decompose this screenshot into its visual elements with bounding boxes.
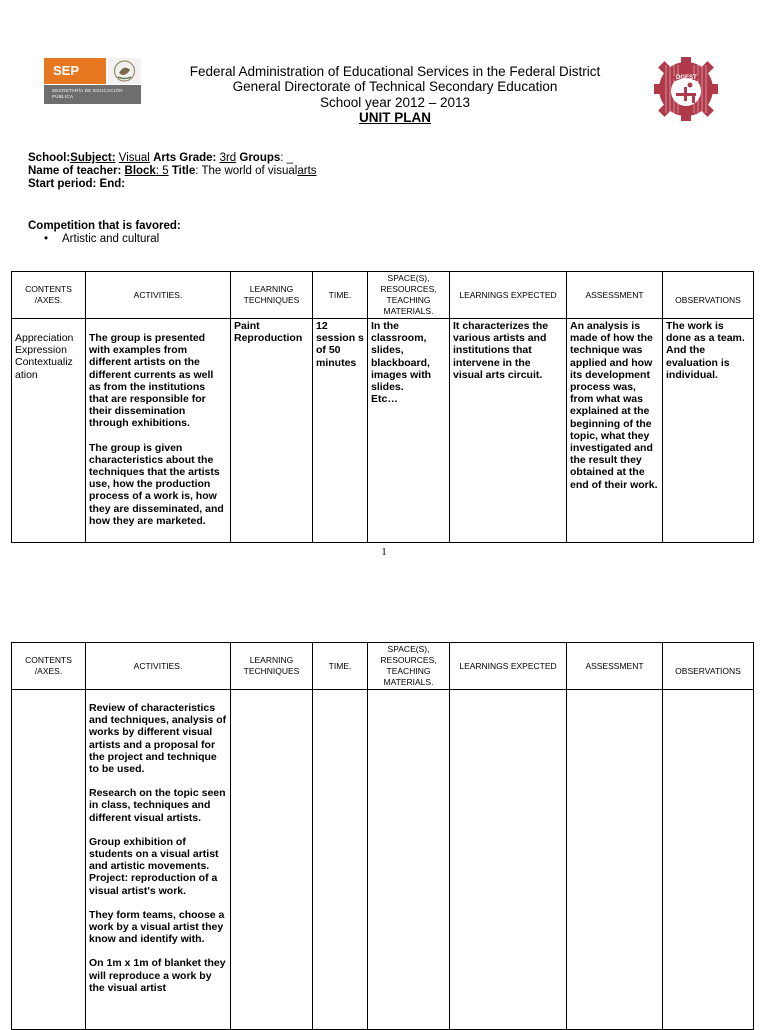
time-cell xyxy=(313,690,368,1030)
competition-item xyxy=(46,233,159,245)
header-expected: LEARNINGS EXPECTED xyxy=(450,272,567,319)
dgest-text: DGEST xyxy=(676,75,697,81)
page-title xyxy=(150,110,640,126)
observations-cell xyxy=(663,690,754,1030)
school-label: School: xyxy=(28,152,71,164)
assessment-cell xyxy=(567,690,663,1030)
header-assessment: ASSESSMENT xyxy=(567,643,663,690)
sep-logo xyxy=(44,58,141,104)
contents-item: Expression xyxy=(15,344,67,357)
title-label: Title xyxy=(171,165,196,177)
header-assessment: ASSESSMENT xyxy=(567,272,663,319)
arts-grade-label: Arts Grade: xyxy=(153,152,217,164)
info-line-2 xyxy=(28,165,317,178)
header-techniques: LEARNING TECHNIQUES xyxy=(231,272,313,319)
groups-label: Groups xyxy=(239,152,281,164)
assessment-cell: An analysis is made of how the technique was applied and how its development process was, from what was explained at the beginning of the topic, what they investigated and the result they obtained at the end of their work. xyxy=(567,319,663,543)
activity-paragraph: The group is presented with examples from different artists on the different currents as well as from the institutions that are responsible for their dissemination through exhibitions. xyxy=(89,332,214,430)
contents-cell xyxy=(12,319,86,543)
groups-value: : _ xyxy=(280,152,294,164)
activity-paragraph: They form teams, choose a work by a visual artist they know and identify with. xyxy=(89,908,225,946)
header-observations: OBSERVATIONS xyxy=(663,643,754,690)
header-activities: ACTIVITIES. xyxy=(86,272,231,319)
activity-paragraph: The group is given characteristics about the techniques that the artists use, how the production process of a work is, how they are disseminated, and how they are marketed. xyxy=(89,441,224,527)
block-label: Block xyxy=(124,165,156,177)
start-period: Start period: End: xyxy=(28,178,126,190)
competition-title: Competition that is favored: xyxy=(28,220,181,232)
table-row xyxy=(12,319,754,543)
dgest-logo xyxy=(652,45,720,133)
header-techniques: LEARNING TECHNIQUES xyxy=(231,643,313,690)
teacher-label: Name of teacher: xyxy=(28,165,122,177)
unit-plan-table-1 xyxy=(11,271,754,543)
expected-cell xyxy=(450,690,567,1030)
contents-item: Contextualiz xyxy=(15,356,73,369)
header-expected: LEARNINGS EXPECTED xyxy=(450,643,567,690)
sep-subtitle: SECRETARÍA DE EDUCACIÓN PÚBLICA xyxy=(44,85,141,104)
activity-paragraph: Group exhibition of students on a visual artist and artistic movements. Project: reproduction of a visual artist's work. xyxy=(89,835,219,897)
table-header-row xyxy=(12,272,754,319)
resources-text: In the classroom, slides, blackboard, images with slides. xyxy=(371,320,432,394)
competition-item-text: Artistic and cultural xyxy=(62,233,160,245)
grade-value: 3rd xyxy=(219,152,237,164)
block-value: : 5 xyxy=(155,165,169,177)
resources-cell xyxy=(368,690,450,1030)
resources-cell xyxy=(368,319,450,543)
expected-cell: It characterizes the various artists and institutions that intervene in the visual arts circuit. xyxy=(450,319,567,543)
table-row xyxy=(12,690,754,1030)
header-line-1: Federal Administration of Educational Services in the Federal District xyxy=(189,64,601,79)
activity-paragraph: On 1m x 1m of blanket they will reproduce a work by the visual artist xyxy=(89,957,226,994)
header-line-3: School year 2012 – 2013 xyxy=(319,95,471,110)
header-time: TIME. xyxy=(313,272,368,319)
unit-plan-table-2 xyxy=(11,642,754,1030)
subject-label: Subject: xyxy=(70,152,116,164)
sep-logo-text: SEP xyxy=(44,58,106,84)
page-number: 1 xyxy=(381,546,387,558)
header-resources: SPACE(S), RESOURCES, TEACHING MATERIALS. xyxy=(368,643,450,690)
unit-plan-title: UNIT PLAN xyxy=(359,110,431,125)
header-time: TIME. xyxy=(313,643,368,690)
header-contents: CONTENTS /AXES. xyxy=(12,643,86,690)
header-line-2: General Directorate of Technical Secondary Education xyxy=(232,79,558,94)
subject-value: Visual xyxy=(118,152,150,164)
contents-item: ation xyxy=(15,368,38,381)
title-value-end: arts xyxy=(297,165,317,177)
activities-cell xyxy=(86,319,231,543)
info-line-1 xyxy=(28,152,293,165)
techniques-cell: Paint Reproduction xyxy=(231,319,313,543)
header-contents: CONTENTS /AXES. xyxy=(12,272,86,319)
resources-etc: Etc… xyxy=(371,393,398,406)
mexico-seal-icon xyxy=(108,58,141,84)
activity-paragraph: Review of characteristics and techniques, analysis of works by different visual artists and a proposal for the project and technique to be used. xyxy=(89,702,227,776)
techniques-cell xyxy=(231,690,313,1030)
activity-paragraph: Research on the topic seen in class, techniques and different visual artists. xyxy=(89,787,226,824)
header-observations: OBSERVATIONS xyxy=(663,272,754,319)
activities-cell xyxy=(86,690,231,1030)
header-activities: ACTIVITIES. xyxy=(86,643,231,690)
title-value: : The world of visual xyxy=(195,165,298,177)
observations-cell: The work is done as a team. And the evaluation is individual. xyxy=(663,319,754,543)
contents-item: Appreciation xyxy=(15,332,74,344)
table-header-row xyxy=(12,643,754,690)
time-cell: 12 session s of 50 minutes xyxy=(313,319,368,543)
header-resources: SPACE(S), RESOURCES, TEACHING MATERIALS. xyxy=(368,272,450,319)
contents-cell xyxy=(12,690,86,1030)
